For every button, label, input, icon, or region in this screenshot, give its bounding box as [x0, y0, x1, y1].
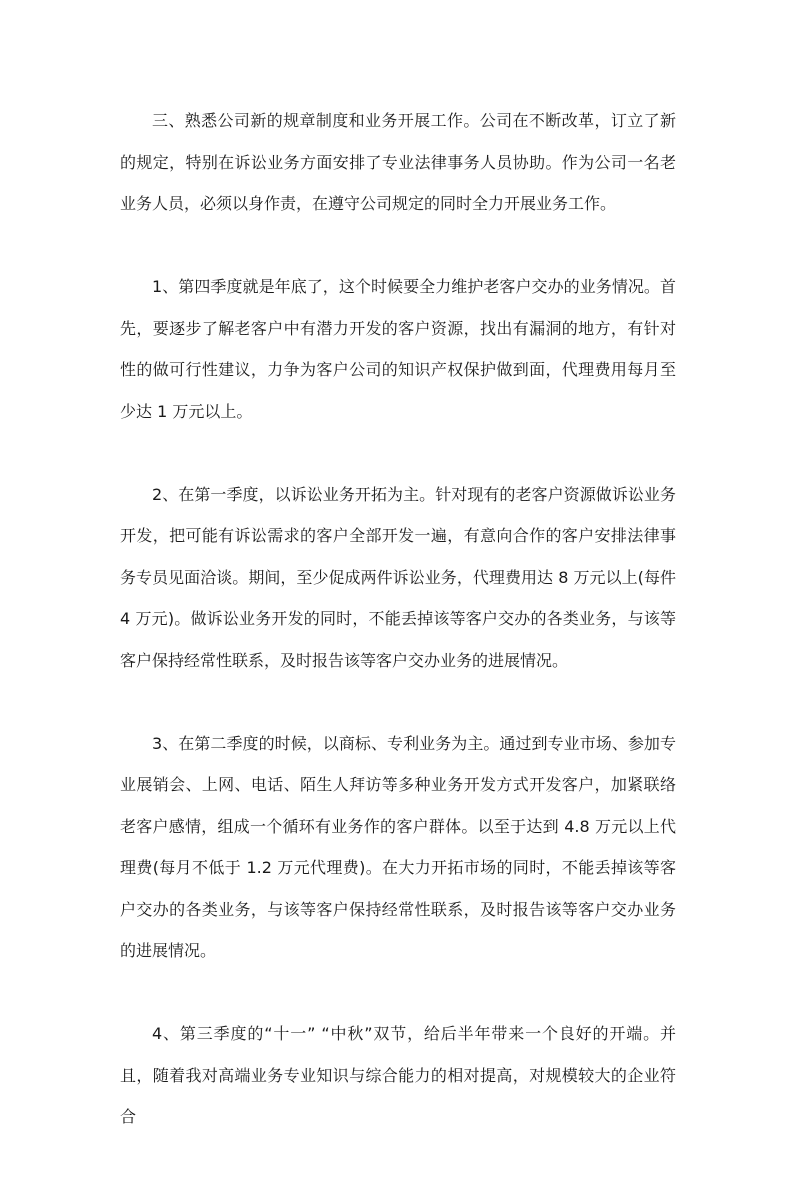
paragraph-item-3: 3、在第二季度的时候，以商标、专利业务为主。通过到专业市场、参加专业展销会、上网、电话、陌生人拜访等多种业务开发方式开发客户，加紧联络老客户感情，组成一个循环有业务作的客户群体。以至于达到 4.8 万元以上代理费(每月不低于 1.2 万元代理费)。在大力开拓市场的同时，不能丢掉该等客户交办的各类业务，与该等客户保持经常性联系，及时报告该等客户交办业务的进展情况。 — [120, 733, 676, 960]
document-page — [120, 100, 676, 1179]
paragraph-item-2: 2、在第一季度，以诉讼业务开拓为主。针对现有的老客户资源做诉讼业务开发，把可能有诉讼需求的客户全部开发一遍，有意向合作的客户安排法律事务专员见面洽谈。期间，至少促成两件诉讼业务，代理费用达 8 万元以上(每件 4 万元)。做诉讼业务开发的同时，不能丢掉该等客户交办的各类业务，与该等客户保持经常性联系，及时报告该等客户交办业务的进展情况。 — [120, 484, 676, 670]
paragraph-item-4: 4、第三季度的“十一” “中秋”双节，给后半年带来一个良好的开端。并且，随着我对高端业务专业知识与综合能力的相对提高，对规模较大的企业符合 — [120, 1024, 676, 1126]
paragraph-item-1: 1、第四季度就是年底了，这个时候要全力维护老客户交办的业务情况。首先，要逐步了解老客户中有潜力开发的客户资源，找出有漏洞的地方，有针对性的做可行性建议，力争为客户公司的知识产权保护做到面，代理费用每月至少达 1 万元以上。 — [120, 277, 676, 421]
paragraph-section-three: 三、熟悉公司新的规章制度和业务开展工作。公司在不断改革，订立了新的规定，特别在诉讼业务方面安排了专业法律事务人员协助。作为公司一名老业务人员，必须以身作责，在遵守公司规定的同时全力开展业务工作。 — [120, 111, 676, 213]
